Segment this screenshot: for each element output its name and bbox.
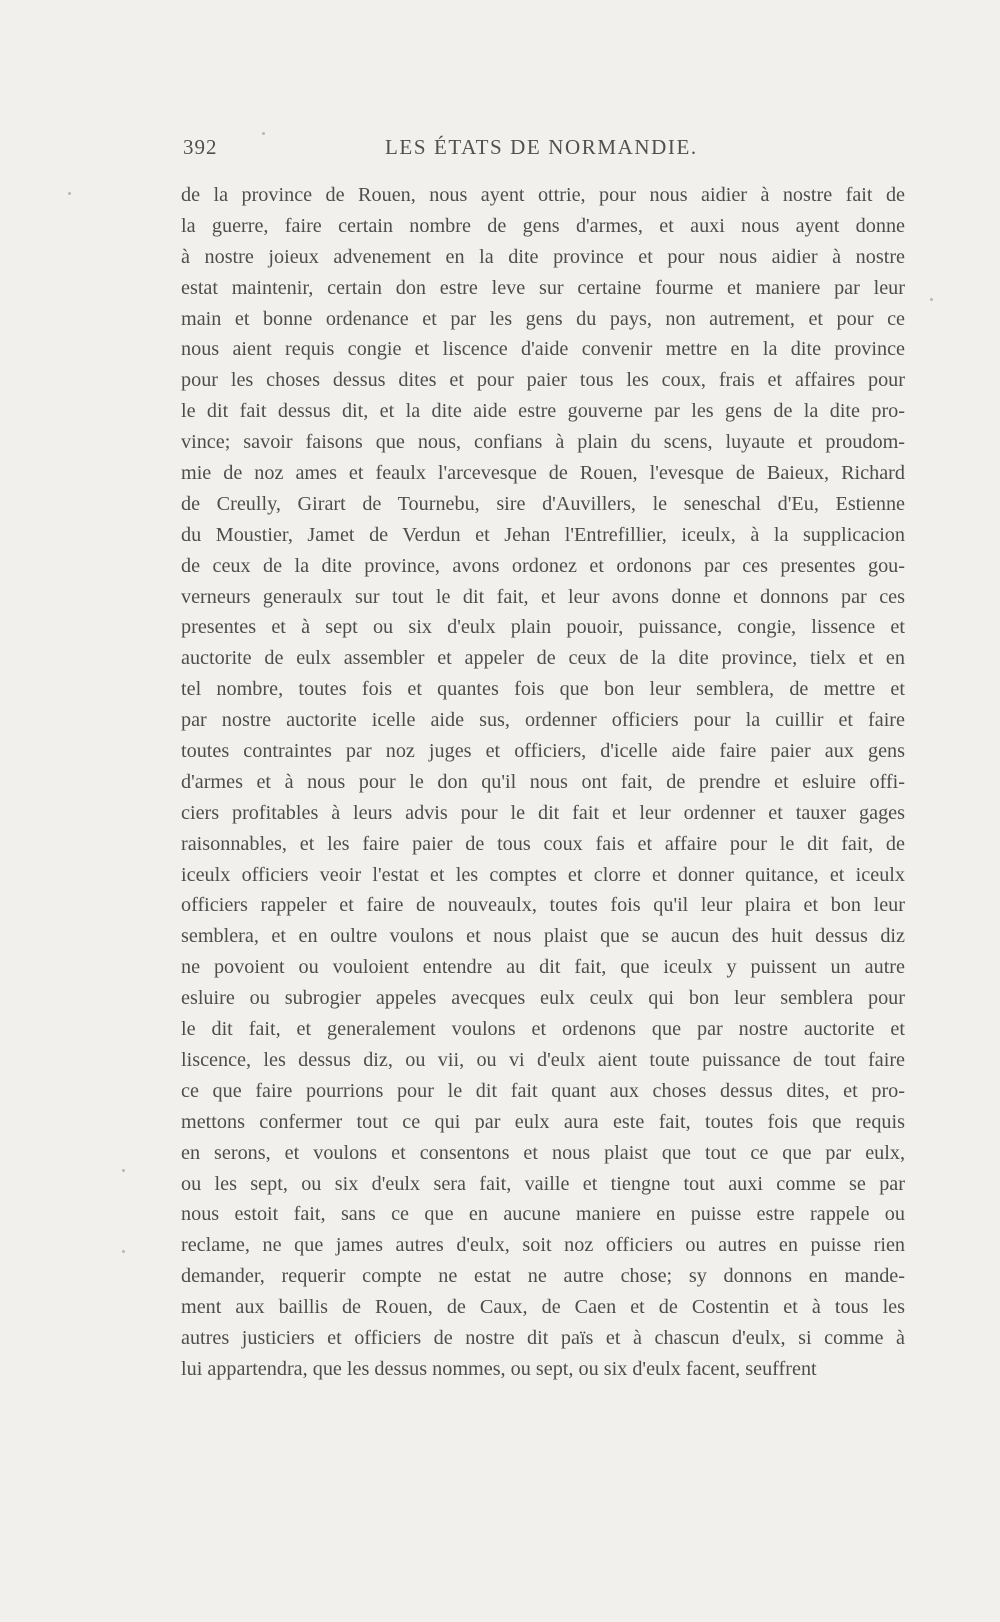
text-line: d'armes et à nous pour le don qu'il nous ont fait, de prendre et esluire offi- — [181, 770, 905, 793]
text-line: ne povoient ou vouloient entendre au dit fait, que iceulx y puissent un autre — [181, 956, 905, 979]
text-line: raisonnables, et les faire paier de tous coux fais et affaire pour le dit fait, de — [181, 832, 905, 855]
text-line: vince; savoir faisons que nous, confians à plain du scens, luyaute et proudom- — [181, 431, 905, 454]
text-line: la guerre, faire certain nombre de gens d'armes, et auxi nous ayent donne — [181, 214, 905, 237]
text-line: auctorite de eulx assembler et appeler de ceux de la dite province, tielx et en — [181, 647, 905, 670]
text-line: du Moustier, Jamet de Verdun et Jehan l'Entrefillier, iceulx, à la supplicacion — [181, 523, 905, 546]
text-line: ciers profitables à leurs advis pour le dit fait et leur ordenner et tauxer gages — [181, 801, 905, 824]
text-line: le dit fait, et generalement voulons et ordenons que par nostre auctorite et — [181, 1018, 905, 1041]
text-line: de ceux de la dite province, avons ordonez et ordonons par ces presentes gou- — [181, 554, 905, 577]
text-line: toutes contraintes par noz juges et officiers, d'icelle aide faire paier aux gens — [181, 740, 905, 763]
running-title: LES ÉTATS DE NORMANDIE. — [385, 135, 698, 159]
text-line: presentes et à sept ou six d'eulx plain pouoir, puissance, congie, lissence et — [181, 616, 905, 639]
text-line: officiers rappeler et faire de nouveaulx, toutes fois qu'il leur plaira et bon leur — [181, 894, 905, 917]
text-line: de Creully, Girart de Tournebu, sire d'Auvillers, le seneschal d'Eu, Estienne — [181, 492, 905, 515]
text-line: estat maintenir, certain don estre leve sur certaine fourme et maniere par leur — [181, 276, 905, 299]
text-line: ment aux baillis de Rouen, de Caux, de Caen et de Costentin et à tous les — [181, 1296, 905, 1319]
body-text — [181, 180, 905, 1385]
paper-speck — [930, 298, 933, 301]
text-line: autres justiciers et officiers de nostre dit païs et à chascun d'eulx, si comme à — [181, 1326, 905, 1349]
paper-speck — [68, 192, 71, 195]
text-line: verneurs generaulx sur tout le dit fait, et leur avons donne et donnons par ces — [181, 585, 905, 608]
text-line: iceulx officiers veoir l'estat et les comptes et clorre et donner quitance, et iceulx — [181, 863, 905, 886]
text-line: semblera, et en oultre voulons et nous plaist que se aucun des huit dessus diz — [181, 925, 905, 948]
paper-speck — [122, 1250, 125, 1253]
text-line: reclame, ne que james autres d'eulx, soit noz officiers ou autres en puisse rien — [181, 1234, 905, 1257]
text-line: par nostre auctorite icelle aide sus, ordenner officiers pour la cuillir et faire — [181, 709, 905, 732]
text-line: tel nombre, toutes fois et quantes fois que bon leur semblera, de mettre et — [181, 678, 905, 701]
text-line: esluire ou subrogier appeles avecques eulx ceulx qui bon leur semblera pour — [181, 987, 905, 1010]
text-line: pour les choses dessus dites et pour paier tous les coux, frais et affaires pour — [181, 369, 905, 392]
text-line: de la province de Rouen, nous ayent ottrie, pour nous aidier à nostre fait de — [181, 184, 905, 206]
page-number: 392 — [183, 135, 218, 159]
text-line: main et bonne ordenance et par les gens du pays, non autrement, et pour ce — [181, 307, 905, 330]
text-line: le dit fait dessus dit, et la dite aide estre gouverne par les gens de la dite pro- — [181, 400, 905, 423]
page-header — [183, 133, 903, 167]
text-line: ou les sept, ou six d'eulx sera fait, vaille et tiengne tout auxi comme se par — [181, 1172, 905, 1195]
text-line: mettons confermer tout ce qui par eulx aura este fait, toutes fois que requis — [181, 1110, 905, 1133]
text-line: demander, requerir compte ne estat ne autre chose; sy donnons en mande- — [181, 1265, 905, 1288]
text-line: mie de noz ames et feaulx l'arcevesque de Rouen, l'evesque de Baieux, Richard — [181, 462, 905, 485]
paper-speck — [262, 132, 265, 135]
text-line: en serons, et voulons et consentons et nous plaist que tout ce que par eulx, — [181, 1141, 905, 1164]
text-line: nous aient requis congie et liscence d'aide convenir mettre en la dite province — [181, 338, 905, 361]
text-line: à nostre joieux advenement en la dite province et pour nous aidier à nostre — [181, 245, 905, 268]
paper-speck — [122, 1169, 125, 1172]
text-line: lui appartendra, que les dessus nommes, ou sept, ou six d'eulx facent, seuffrent — [181, 1357, 817, 1380]
text-line: nous estoit fait, sans ce que en aucune maniere en puisse estre rappele ou — [181, 1203, 905, 1226]
text-line: liscence, les dessus diz, ou vii, ou vi d'eulx aient toute puissance de tout faire — [181, 1048, 905, 1071]
text-line: ce que faire pourrions pour le dit fait quant aux choses dessus dites, et pro- — [181, 1079, 905, 1102]
